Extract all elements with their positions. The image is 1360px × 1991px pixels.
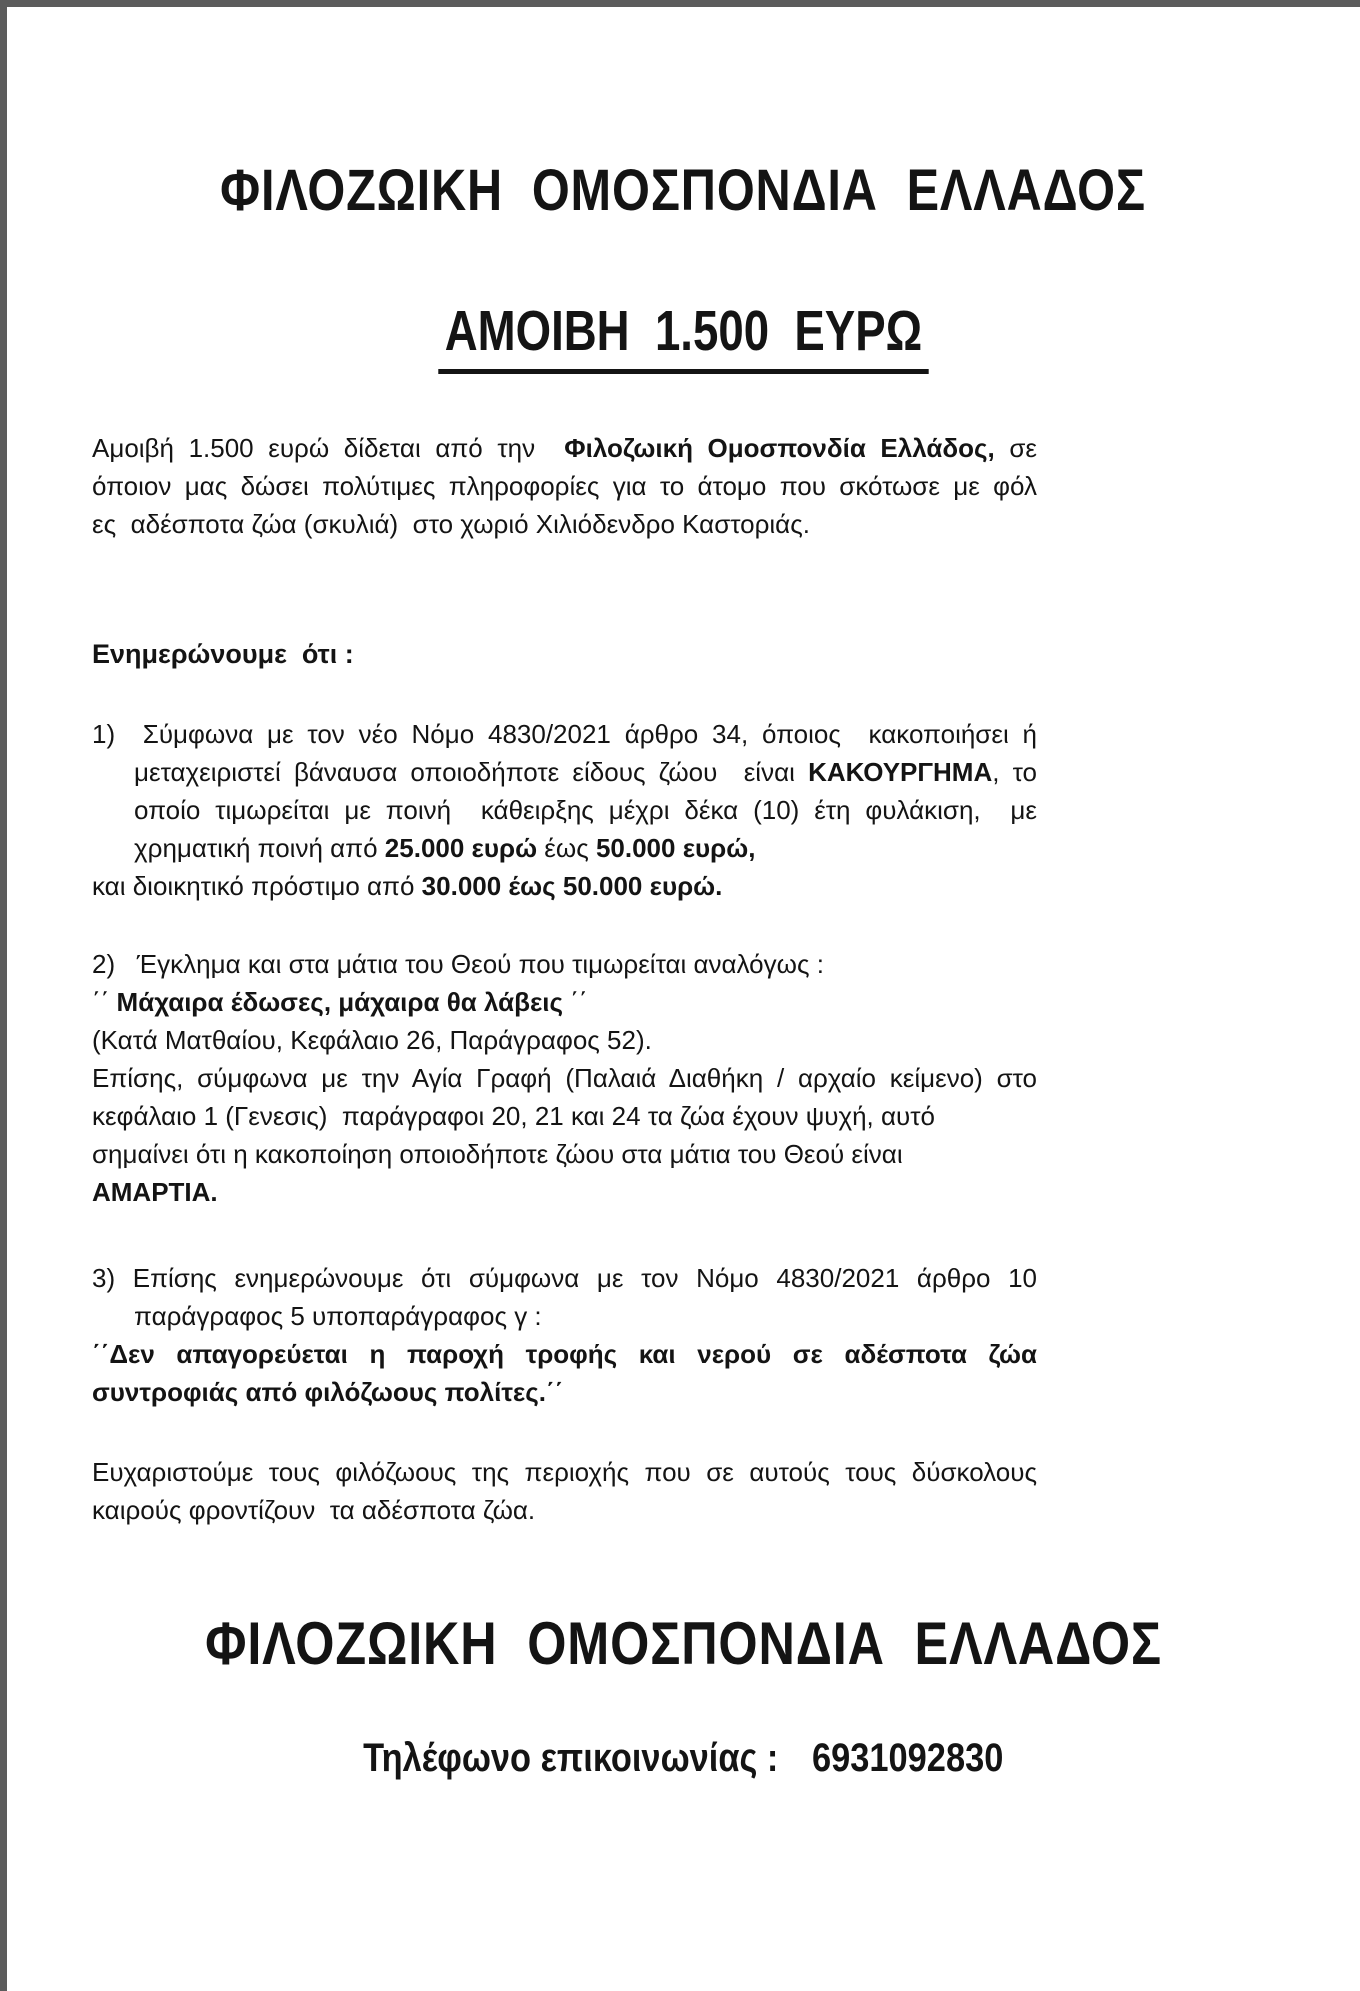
text-run: 30.000 έως 50.000 ευρώ. <box>421 871 723 901</box>
list-item-2 <box>92 945 1037 1211</box>
closing-paragraph <box>92 1453 1037 1529</box>
text-run: (Κατά Ματθαίου, Κεφάλαιο 26, Παράγραφος 52). <box>92 1025 652 1055</box>
text-line <box>92 1373 1037 1411</box>
text-line <box>92 1259 1037 1297</box>
list-item-3 <box>92 1259 1037 1411</box>
text-run: Ευχαριστούμε τους φιλόζωους της περιοχής που σε αυτούς τους δύσκολους <box>92 1457 1037 1487</box>
list-item-1 <box>92 715 1037 905</box>
text-line <box>92 1173 1037 1211</box>
text-line <box>92 429 1037 467</box>
phone-label: Τηλέφωνο επικοινωνίας : <box>363 1736 779 1780</box>
text-run: χρηματική ποινή από <box>134 833 385 863</box>
text-run: 50.000 ευρώ, <box>595 833 756 863</box>
org-title: ΦΙΛΟΖΩΙΚΗ ΟΜΟΣΠΟΝΔΙΑ ΕΛΛΑΔΟΣ <box>220 158 1147 223</box>
text-run: 1) Σύμφωνα με τον νέο Νόμο 4830/2021 άρθρο 34, όποιος κακοποιήσει ή <box>92 719 1037 749</box>
text-run: συντροφιάς από φιλόζωους πολίτες.΄΄ <box>92 1377 564 1407</box>
text-line <box>92 945 1037 983</box>
phone-line <box>363 1736 1003 1781</box>
text-line <box>92 1453 1037 1491</box>
text-line <box>92 1135 1037 1173</box>
text-run: 25.000 ευρώ <box>384 833 538 863</box>
text-line <box>92 467 1037 505</box>
text-run: καιρούς φροντίζουν τα αδέσποτα ζώα. <box>92 1495 536 1525</box>
text-run: ΄΄ <box>92 987 117 1017</box>
text-line <box>92 1335 1037 1373</box>
footer-org-title: ΦΙΛΟΖΩΙΚΗ ΟΜΟΣΠΟΝΔΙΑ ΕΛΛΑΔΟΣ <box>205 1610 1162 1677</box>
text-run: σημαίνει ότι η κακοποίηση οποιοδήποτε ζώου στα μάτια του Θεού είναι <box>92 1139 903 1169</box>
text-run: Μάχαιρα έδωσες, μάχαιρα θα λάβεις <box>116 987 564 1017</box>
text-run: 2) Έγκλημα και στα μάτια του Θεού που τιμωρείται αναλόγως : <box>92 949 824 979</box>
header-org-title-row <box>7 157 1360 224</box>
text-run: παράγραφος 5 υποπαράγραφος γ : <box>134 1301 542 1331</box>
text-run: ΄΄Δεν απαγορεύεται η παροχή τροφής και νερού σε αδέσποτα ζώα <box>92 1339 1037 1369</box>
text-run: μεταχειριστεί βάναυσα οποιοδήποτε είδους ζώου είναι <box>134 757 809 787</box>
text-line <box>92 829 1037 867</box>
text-line <box>92 983 1037 1021</box>
reward-title: ΑΜΟΙΒΗ 1.500 ΕΥΡΩ <box>438 298 928 374</box>
text-line <box>92 867 1037 905</box>
text-run: όποιον μας δώσει πολύτιμες πληροφορίες για το άτομο που σκότωσε με φόλ <box>92 471 1037 501</box>
text-run: , το <box>992 757 1037 787</box>
text-run: έως <box>537 833 596 863</box>
text-run: ΚΑΚΟΥΡΓΗΜΑ <box>808 757 993 787</box>
text-line <box>92 1021 1037 1059</box>
notice-heading: Ενημερώνουμε ότι : <box>92 639 354 669</box>
text-line <box>92 1297 1037 1335</box>
phone-number: 6931092830 <box>812 1736 1004 1780</box>
text-run: ΑΜΑΡΤΙΑ. <box>92 1177 218 1207</box>
phone-row <box>7 1736 1360 1781</box>
text-run: ΄΄ <box>563 987 588 1017</box>
text-line <box>92 715 1037 753</box>
footer-org-title-row <box>7 1609 1360 1678</box>
text-run: οποίο τιμωρείται με ποινή κάθειρξης μέχρι δέκα (10) έτη φυλάκιση, με <box>134 795 1037 825</box>
text-line <box>92 1097 1037 1135</box>
text-run: Αμοιβή 1.500 ευρώ δίδεται από την <box>92 433 565 463</box>
text-run: και διοικητικό πρόστιμο από <box>92 871 422 901</box>
intro-paragraph <box>92 429 1037 543</box>
text-line <box>92 753 1037 791</box>
text-run: Επίσης, σύμφωνα με την Αγία Γραφή (Παλαιά Διαθήκη / αρχαίο κείμενο) στο <box>92 1063 1037 1093</box>
text-run: 3) Επίσης ενημερώνουμε ότι σύμφωνα με τον Νόμο 4830/2021 άρθρο 10 <box>92 1263 1037 1293</box>
text-line <box>92 1059 1037 1097</box>
text-run: ες αδέσποτα ζώα (σκυλιά) στο χωριό Χιλιόδενδρο Καστοριάς. <box>92 509 810 539</box>
text-run: Φιλοζωική Ομοσπονδία Ελλάδος, <box>564 433 995 463</box>
reward-title-row <box>7 298 1360 374</box>
text-run: κεφάλαιο 1 (Γενεσις) παράγραφοι 20, 21 και 24 τα ζώα έχουν ψυχή, αυτό <box>92 1101 935 1131</box>
text-run: σε <box>994 433 1037 463</box>
text-line <box>92 791 1037 829</box>
text-line <box>92 505 1037 543</box>
text-line <box>92 1491 1037 1529</box>
